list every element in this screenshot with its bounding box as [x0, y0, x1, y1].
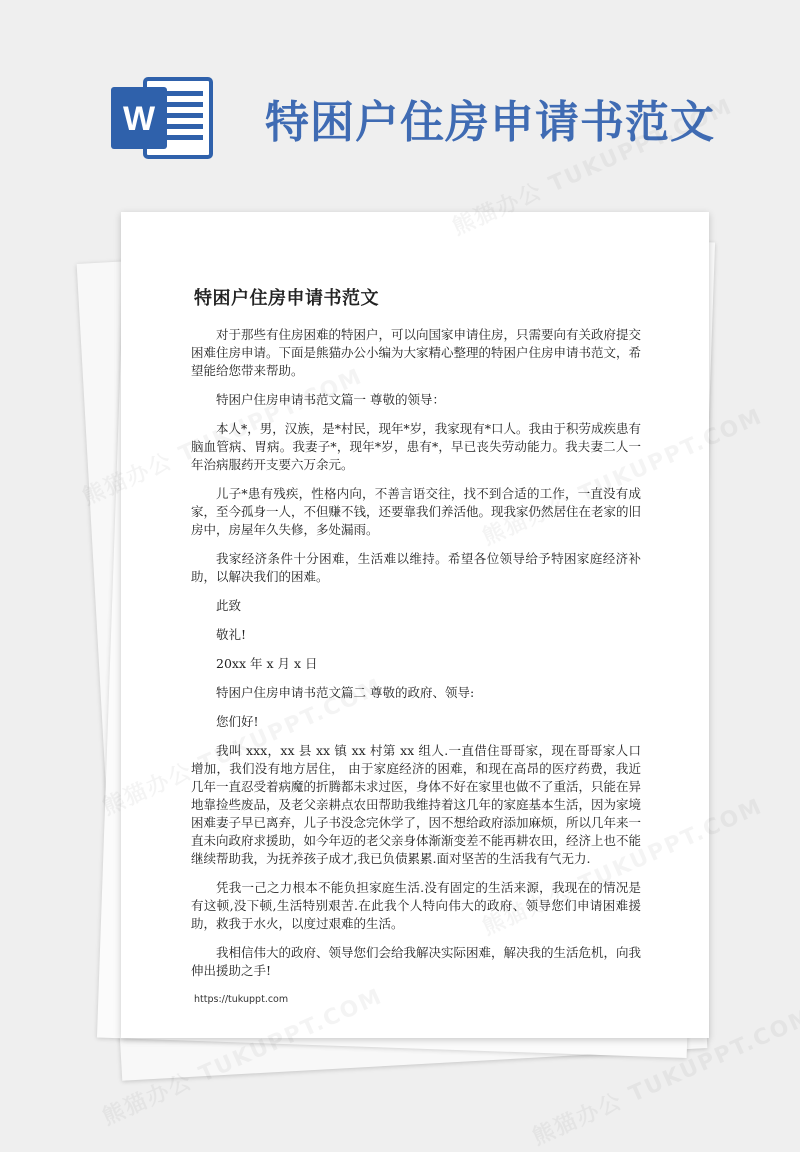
document-page [121, 212, 709, 1038]
paragraph-intro: 对于那些有住房困难的特困户，可以向国家申请住房，只需要向有关政府提交困难住房申请。下面是熊猫办公小编为大家精心整理的特困户住房申请书范文，希望能给您带来帮助。 [191, 327, 642, 378]
document-title: 特困户住房申请书范文 [194, 288, 379, 309]
banner-title: 特困户住房申请书范文 [265, 97, 715, 148]
word-icon [107, 73, 215, 163]
paragraph-letter-two-body-2: 凭我一己之力根本不能负担家庭生活.没有固定的生活来源，我现在的情况是有这顿,没下顿,生活特别艰苦.在此我个人特向伟大的政府、领导您们申请困难援助，救我于水火，以度过艰难的生活。 [191, 880, 641, 931]
paragraph-letter-two-body-1: 我叫 xxx，xx 县 xx 镇 xx 村第 xx 组人.一直借住哥哥家，现在哥哥家人口增加，我们没有地方居住， 由于家庭经济的困难，和现在高昂的医疗药费，我近几年一直忍受着病魔的折腾都未求过医，身体不好在家里也做不了重活，只能在异地靠捡些废品，及老父亲耕点农田帮助我维持着这几年的家庭基本生活，因为家境困难妻子早已离弃，儿子书没念完休学了，因不想给政府添加麻烦，所以几年来一直未向政府求援助，如今年迈的老父亲身体渐渐变差不能再耕农田，经济上也不能继续帮助我，为抚养孩子成才,我已负债累累.面对坚苦的生活我有气无力. [191, 743, 642, 866]
paragraph-date: 20xx 年 x 月 x 日 [216, 656, 318, 671]
paragraph-letter-one-body-3: 我家经济条件十分困难，生活难以维持。希望各位领导给予特困家庭经济补助，以解决我们的困难。 [191, 551, 641, 584]
paragraph-letter-one-body-2: 儿子*患有残疾，性格内向，不善言语交往，找不到合适的工作，一直没有成家，至今孤身一人，不但赚不钱，还要靠我们养活他。现我家仍然居住在老家的旧房中，房屋年久失修，多处漏雨。 [191, 486, 642, 537]
document-body [191, 326, 641, 991]
paragraph-letter-two-body-3: 我相信伟大的政府、领导您们会给我解决实际困难，解决我的生活危机，向我伸出援助之手! [191, 945, 642, 978]
paragraph-closing-regards: 敬礼! [216, 627, 247, 642]
paragraph-greeting: 您们好! [216, 714, 259, 729]
paragraph-letter-two-heading: 特困户住房申请书范文篇二 尊敬的政府、领导: [216, 685, 475, 700]
paragraph-letter-one-heading: 特困户住房申请书范文篇一 尊敬的领导： [216, 392, 445, 407]
paragraph-letter-one-body-1: 本人*，男，汉族，是*村民，现年*岁，我家现有*口人。我由于积劳成疾患有脑血管病、胃病。我妻子*，现年*岁，患有*，早已丧失劳动能力。我夫妻二人一年治病服药开支要六万余元。 [191, 421, 642, 472]
paragraph-closing-salute: 此致 [216, 598, 242, 613]
footer-link[interactable]: https://tukuppt.com [194, 994, 289, 1005]
svg-text:W: W [122, 100, 156, 138]
